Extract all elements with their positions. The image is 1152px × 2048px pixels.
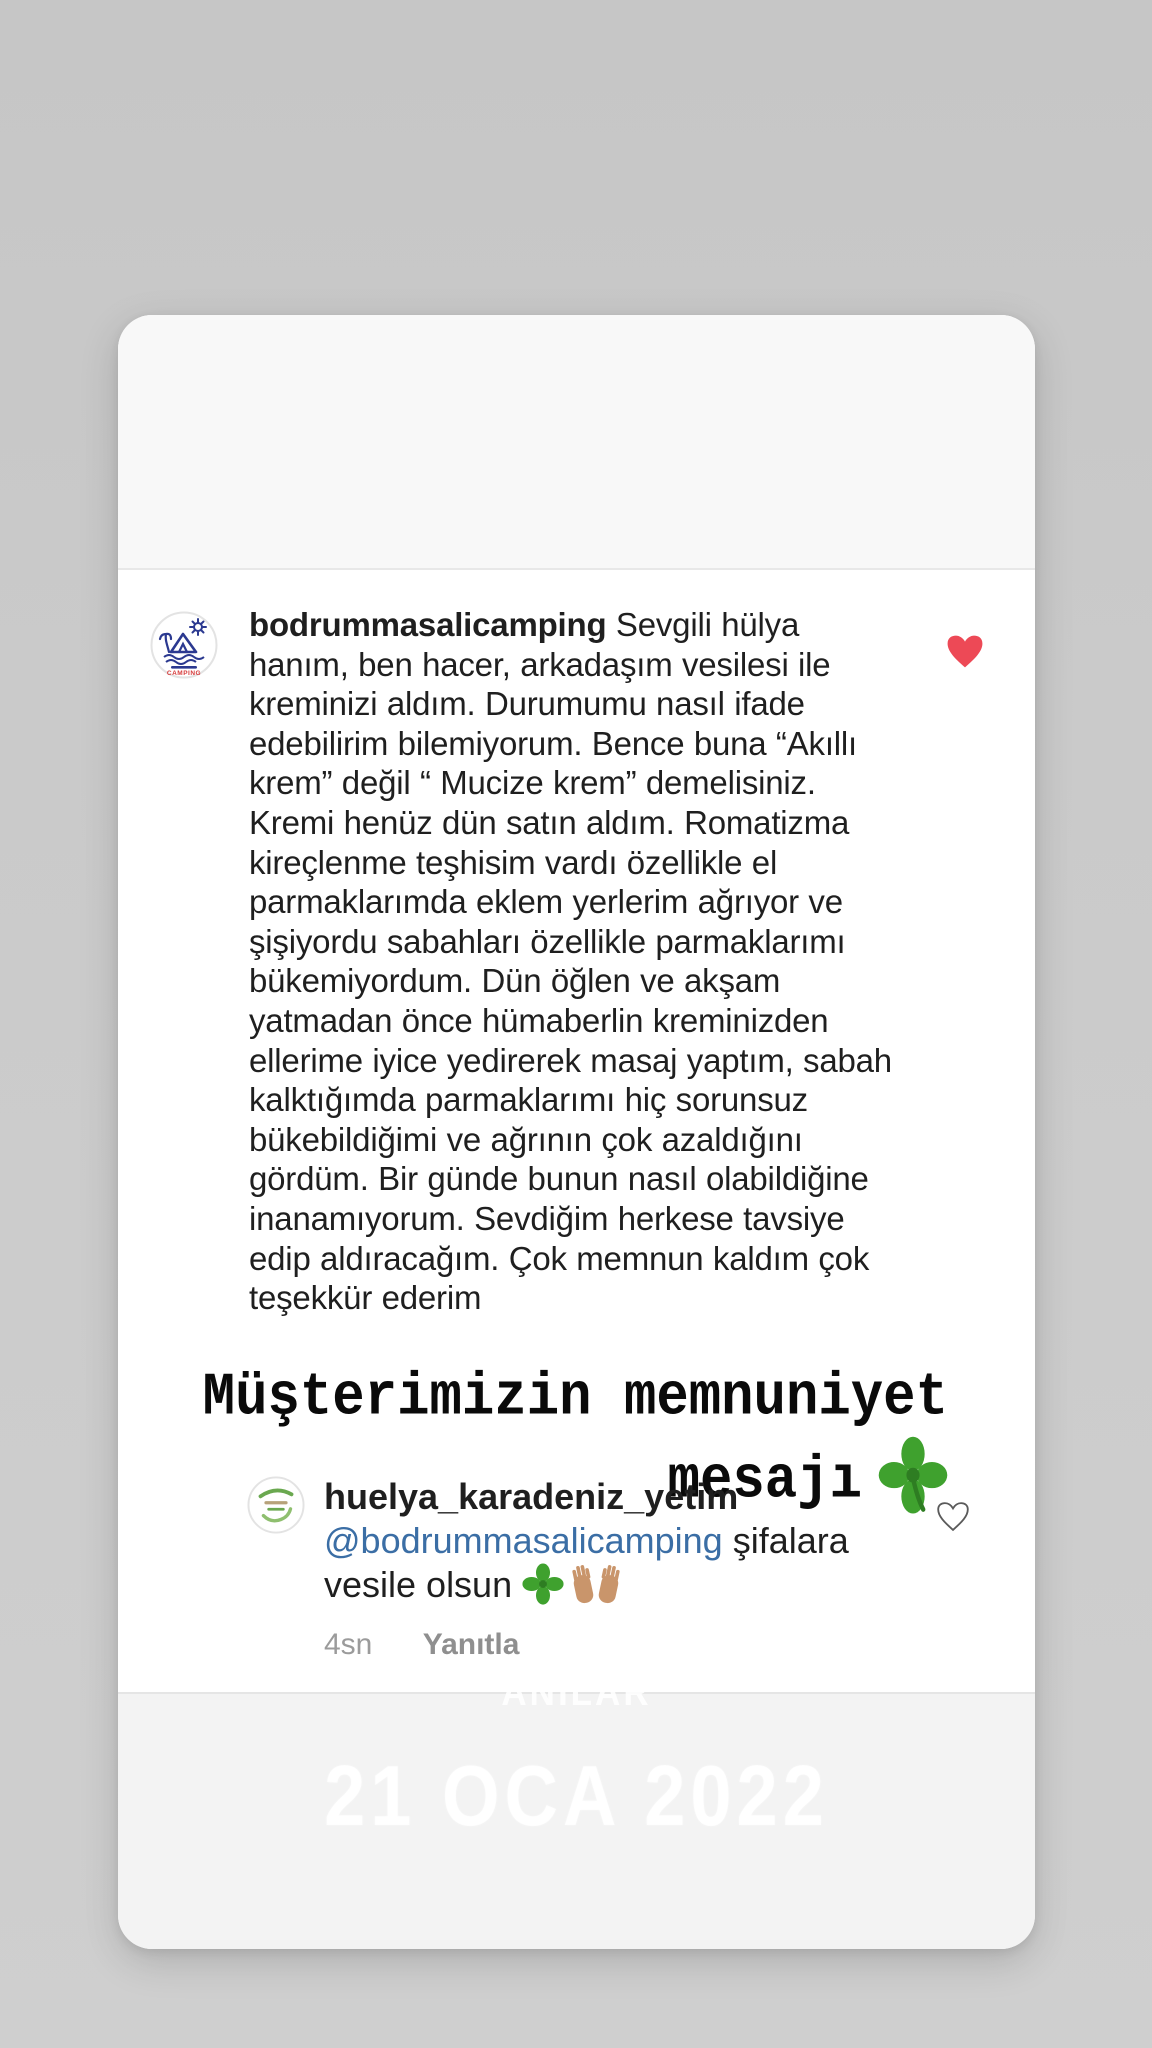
mention-link[interactable]: @bodrummasalicamping	[324, 1520, 723, 1561]
reply-button[interactable]: Yanıtla	[422, 1628, 520, 1661]
comment-reply-username[interactable]: huelya_karadeniz_yetim	[324, 1476, 739, 1517]
comment-reply-text: şifalara vesile olsun	[324, 1520, 849, 1605]
raised-hands-emoji-icon	[570, 1565, 622, 1605]
herbal-logo-icon	[247, 1476, 305, 1534]
screenshot-top-band	[118, 315, 1035, 570]
comment-reply-block	[324, 1475, 924, 1667]
memory-date-overlay: 21 OCA 2022	[324, 1748, 829, 1844]
reply-timestamp: 4sn	[324, 1628, 373, 1661]
clover-emoji-icon	[522, 1563, 564, 1605]
comment-main-body	[249, 605, 897, 1318]
caption-line-1: Müşterimizin memnuniyet	[202, 1364, 948, 1433]
like-button-filled-heart-icon[interactable]	[946, 634, 984, 669]
avatar-huelya-karadeniz-yetim[interactable]	[247, 1476, 305, 1534]
comment-main-text: Sevgili hülya hanım, ben hacer, arkadaşım vesilesi ile kreminizi aldım. Durumumu nasıl ifade edebilirim bilemiyorum. Bence buna “Akıllı krem” değil “ Mucize krem” demelisiniz. Kremi henüz dün satın aldım. Romatizma kireçlenme teşhisim vardı özellikle el parmaklarımda eklem yerlerim ağrıyor ve şişiyordu sabahları özellikle parmaklarımı bükemiyordum. Dün öğlen ve akşam yatmadan önce hümaberlin kreminizden ellerime iyice yedirerek masaj yaptım, sabah kalktığımda parmaklarımı hiç sorunsuz bükebildiğimi ve ağrının çok azaldığını gördüm. Bir günde bunun nasıl olabildiğine inanamıyorum. Sevdiğim herkese tavsiye edip aldıracağım. Çok memnun kaldım çok teşekkür ederim	[249, 606, 892, 1317]
story-memory-card[interactable]	[118, 315, 1035, 1949]
caption-line-2: mesajı	[203, 1436, 948, 1519]
comment-main-username[interactable]: bodrummasalicamping	[249, 606, 607, 643]
like-button-outline-heart-icon[interactable]	[936, 1501, 970, 1532]
camping-logo-icon	[150, 611, 218, 679]
svg-text:CAMPING: CAMPING	[166, 670, 202, 677]
memories-overlay-label: ANILAR	[501, 1671, 652, 1714]
reply-meta-row	[324, 1623, 924, 1667]
avatar-bodrummasalicamping[interactable]	[150, 611, 218, 679]
